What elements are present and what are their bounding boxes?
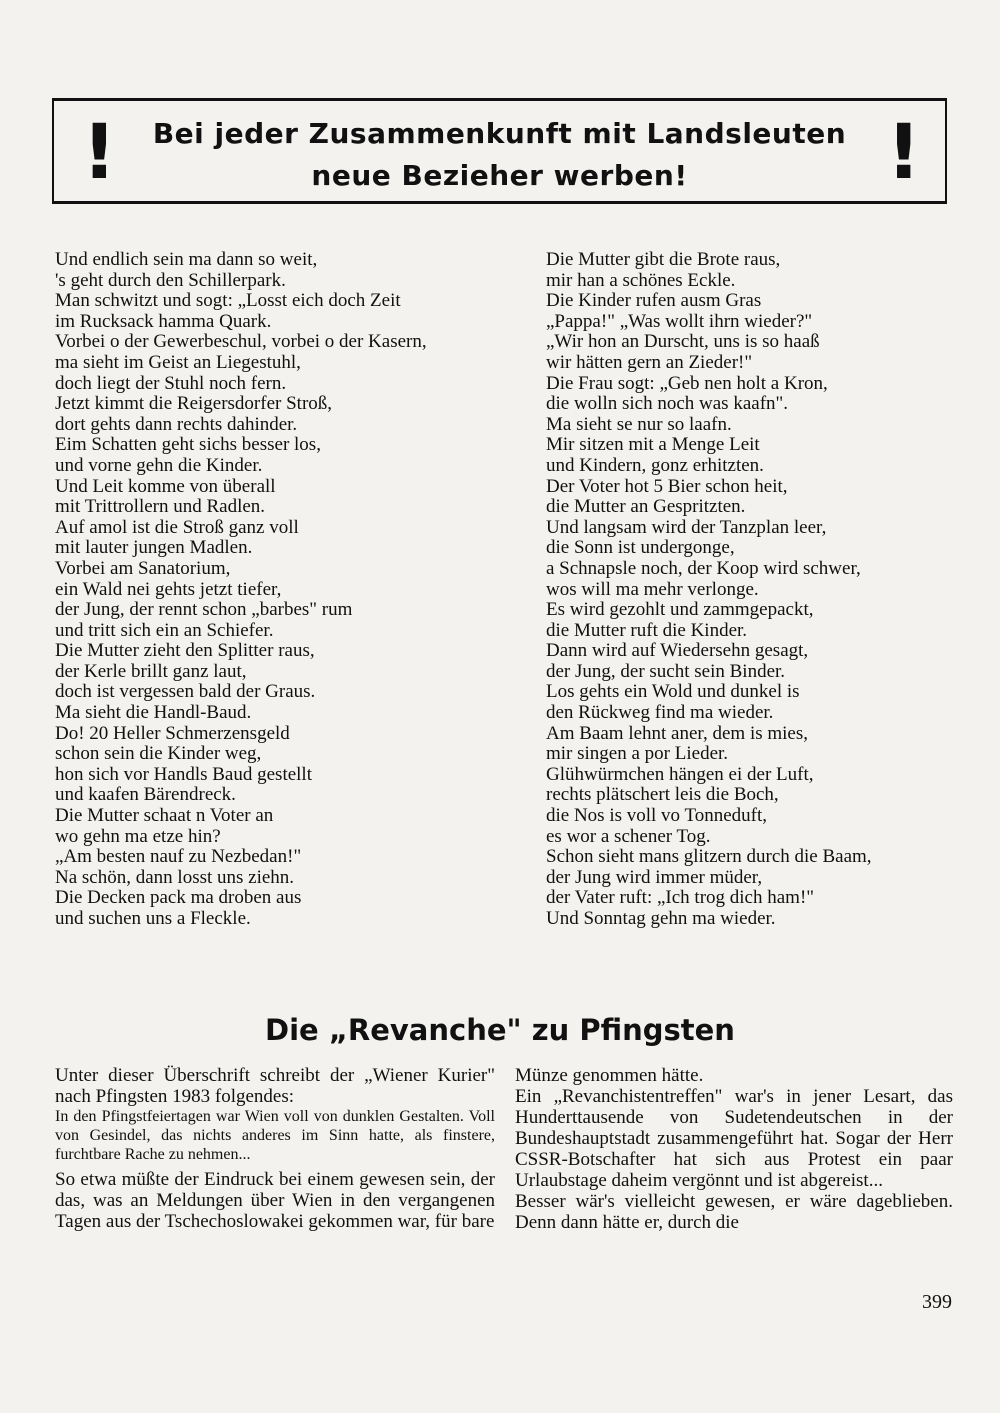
exclamation-mark-left: !	[82, 107, 117, 196]
poem-line: und tritt sich ein an Schiefer.	[55, 619, 274, 641]
poem-line: hon sich vor Handls Baud gestellt	[55, 763, 312, 785]
poem-line: der Kerle brillt ganz laut,	[55, 660, 247, 682]
poem-line: doch liegt der Stuhl noch fern.	[55, 372, 287, 394]
poem-line: Vorbei o der Gewerbeschul, vorbei o der Kasern,	[55, 331, 427, 353]
poem-line: und Kindern, gonz erhitzten.	[546, 454, 764, 476]
poem-line: mir han a schönes Eckle.	[546, 269, 736, 291]
page-number: 399	[922, 1291, 952, 1313]
poem-line: Glühwürmchen hängen ei der Luft,	[546, 763, 814, 785]
poem-line: mit Trittrollern und Radlen.	[55, 496, 266, 518]
article-paragraph: Ein „Revanchistentreffen" war's in jener Lesart, das Hunderttausende von Sudetendeutschen in der Bundeshauptstadt zusammengeführt hat. Sogar der Herr CSSR-Botschafter hat sich aus Protest ein paar Urlaubstage daheim vergönnt und ist abgereist...	[515, 1086, 953, 1191]
poem-line: Und Leit komme von überall	[55, 475, 276, 497]
poem-line: Jetzt kimmt die Reigersdorfer Stroß,	[55, 393, 333, 415]
exclamation-mark-right: !	[886, 107, 921, 196]
poem-line: die Nos is voll vo Tonneduft,	[546, 805, 768, 827]
subscriber-banner	[52, 98, 947, 204]
poem-line: Die Mutter zieht den Splitter raus,	[55, 640, 315, 662]
poem-line: rechts plätschert leis die Boch,	[546, 784, 779, 806]
poem-line: dort gehts dann rechts dahinder.	[55, 413, 298, 435]
poem-line: der Jung, der rennt schon „barbes" rum	[55, 599, 353, 621]
poem-line: Schon sieht mans glitzern durch die Baam,	[546, 846, 872, 868]
poem-line: mit lauter jungen Madlen.	[55, 537, 253, 559]
poem-column-right	[546, 250, 872, 930]
poem-line: a Schnapsle noch, der Koop wird schwer,	[546, 557, 861, 579]
poem-line: ma sieht im Geist an Liegestuhl,	[55, 351, 301, 373]
poem-line: ein Wald nei gehts jetzt tiefer,	[55, 578, 282, 600]
poem-line: Die Kinder rufen ausm Gras	[546, 290, 762, 312]
poem-line: die wolln sich noch was kaafn".	[546, 393, 789, 415]
poem-line: Die Decken pack ma droben aus	[55, 887, 302, 909]
poem-line: Dann wird auf Wiedersehn gesagt,	[546, 640, 809, 662]
poem-line: und kaafen Bärendreck.	[55, 784, 236, 806]
poem-line: wos will ma mehr verlonge.	[546, 578, 759, 600]
poem-line: Vorbei am Sanatorium,	[55, 557, 231, 579]
poem-line: die Mutter an Gespritzten.	[546, 496, 746, 518]
banner-line-1: Bei jeder Zusammenkunft mit Landsleuten	[152, 117, 847, 150]
poem-line: Die Mutter gibt die Brote raus,	[546, 249, 781, 270]
poem-line: Und Sonntag gehn ma wieder.	[546, 908, 776, 929]
poem-line: der Jung wird immer müder,	[546, 866, 763, 888]
poem-line: die Sonn ist undergonge,	[546, 537, 735, 559]
poem-line: schon sein die Kinder weg,	[55, 743, 262, 765]
poem-line: „Pappa!" „Was wollt ihrn wieder?"	[546, 310, 813, 332]
banner-headline	[114, 113, 885, 197]
poem-line: 's geht durch den Schillerpark.	[55, 269, 286, 291]
article-heading: Die „Revanche" zu Pfingsten	[265, 1013, 735, 1047]
poem-line: der Vater ruft: „Ich trog dich ham!"	[546, 887, 815, 909]
poem-column-left	[55, 250, 427, 930]
article-quote: In den Pfingstfeiertagen war Wien voll von dunklen Gestalten. Voll von Gesindel, das nichts anderes im Sinn hatte, als finstere, furchtbare Rache zu nehmen...	[55, 1108, 495, 1163]
poem-line: Na schön, dann losst uns ziehn.	[55, 866, 295, 888]
poem-line: Am Baam lehnt aner, dem is mies,	[546, 722, 809, 744]
poem-line: Es wird gezohlt und zammgepackt,	[546, 599, 814, 621]
poem-line: den Rückweg find ma wieder.	[546, 702, 774, 724]
article-paragraph: Münze genommen hätte.	[515, 1065, 704, 1086]
poem-line: Und langsam wird der Tanzplan leer,	[546, 516, 827, 538]
poem-line: und suchen uns a Fleckle.	[55, 908, 251, 929]
poem-line: der Jung, der sucht sein Binder.	[546, 660, 786, 682]
poem-line: es wor a schener Tog.	[546, 825, 711, 847]
poem-line: Und endlich sein ma dann so weit,	[55, 249, 318, 270]
poem-line: wir hätten gern an Zieder!"	[546, 351, 753, 373]
poem-line: Der Voter hot 5 Bier schon heit,	[546, 475, 788, 497]
poem-line: Ma sieht se nur so laafn.	[546, 413, 732, 435]
banner-line-2: neue Bezieher werben!	[311, 159, 688, 192]
poem-line: Do! 20 Heller Schmerzensgeld	[55, 722, 290, 744]
poem-line: „Wir hon an Durscht, uns is so haaß	[546, 331, 820, 353]
poem-line: Auf amol ist die Stroß ganz voll	[55, 516, 299, 538]
poem-line: mir singen a por Lieder.	[546, 743, 729, 765]
poem-line: wo gehn ma etze hin?	[55, 825, 221, 847]
article-paragraph: Besser wär's vielleicht gewesen, er wäre dageblieben. Denn dann hätte er, durch die	[515, 1191, 953, 1233]
poem-line: die Mutter ruft die Kinder.	[546, 619, 748, 641]
poem-line: Man schwitzt und sogt: „Losst eich doch Zeit	[55, 290, 401, 312]
poem-line: Die Frau sogt: „Geb nen holt a Kron,	[546, 372, 828, 394]
article-paragraph: So etwa müßte der Eindruck bei einem gewesen sein, der das, was an Meldungen über Wien in den vergangenen Tagen aus der Tschechoslowakei gekommen war, für bare	[55, 1169, 495, 1232]
poem-line: doch ist vergessen bald der Graus.	[55, 681, 316, 703]
article-intro: Unter dieser Überschrift schreibt der „Wiener Kurier" nach Pfingsten 1983 folgendes:	[55, 1065, 495, 1107]
poem-line: Mir sitzen mit a Menge Leit	[546, 434, 760, 456]
poem-line: und vorne gehn die Kinder.	[55, 454, 263, 476]
article-column-left	[55, 1065, 495, 1232]
article-column-right	[515, 1065, 953, 1233]
poem-line: „Am besten nauf zu Nezbedan!"	[55, 846, 302, 868]
poem-line: Ma sieht die Handl-Baud.	[55, 702, 252, 724]
poem-line: Los gehts ein Wold und dunkel is	[546, 681, 800, 703]
poem-line: im Rucksack hamma Quark.	[55, 310, 272, 332]
poem-line: Eim Schatten geht sichs besser los,	[55, 434, 321, 456]
poem-line: Die Mutter schaat n Voter an	[55, 805, 274, 827]
